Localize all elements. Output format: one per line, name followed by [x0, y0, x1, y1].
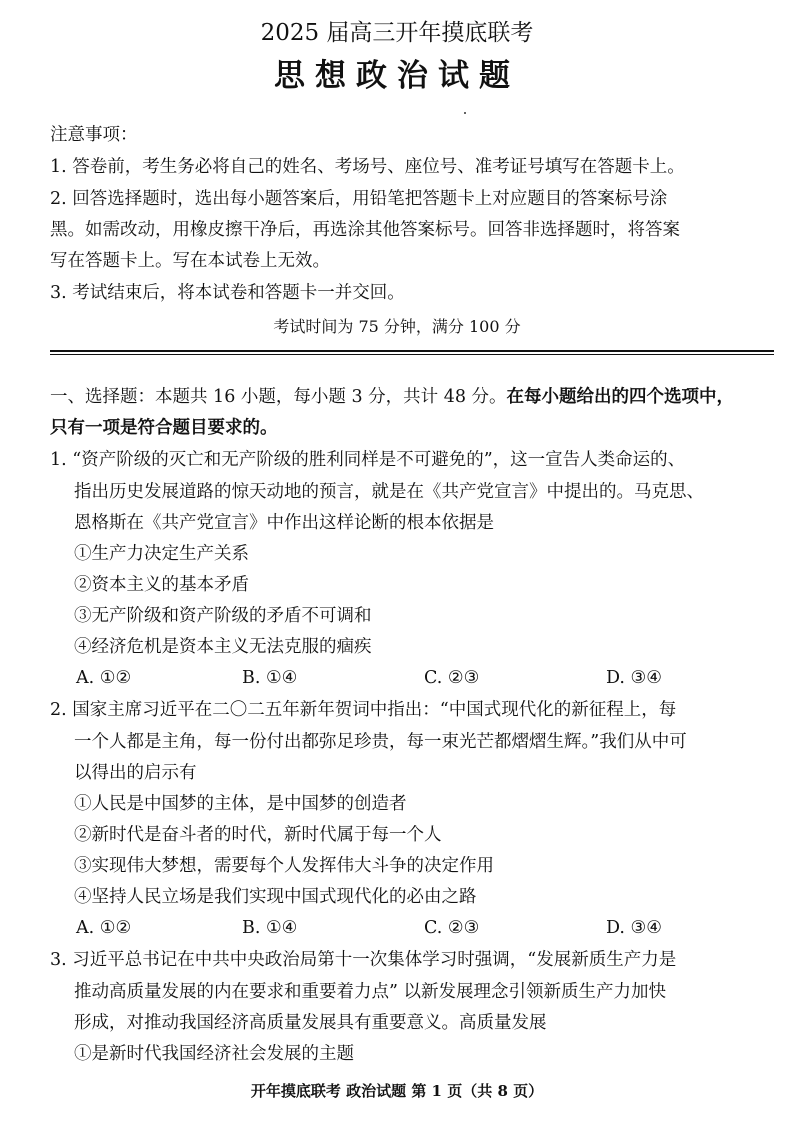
q2-option-b: B. ①④	[242, 918, 298, 938]
q2-option-d: D. ③④	[606, 918, 662, 938]
q2-stem-line-3: 以得出的启示有	[74, 763, 197, 783]
notice-heading: 注意事项：	[50, 125, 138, 145]
q2-stem-line-2: 一个人都是主角，每一份付出都弥足珍贵，每一束光芒都熠熠生辉。”我们从中可	[74, 732, 687, 752]
q1-stem-line-1: 1. “资产阶级的灭亡和无产阶级的胜利同样是不可避免的”，这一宣告人类命运的、	[50, 450, 686, 470]
q3-stem-line-2: 推动高质量发展的内在要求和重要着力点” 以新发展理念引领新质生产力加快	[74, 982, 667, 1002]
q3-item-1: ①是新时代我国经济社会发展的主题	[74, 1044, 354, 1064]
q1-option-b: B. ①④	[242, 668, 298, 688]
section-heading	[50, 386, 734, 408]
q3-stem-line-3: 形成，对推动我国经济高质量发展具有重要意义。高质量发展	[74, 1013, 547, 1033]
subject-title: 思想政治试题	[274, 58, 520, 94]
page-footer: 开年摸底联考 政治试题 第 1 页（共 8 页）	[250, 1082, 544, 1100]
notice-line-5: 3. 考试结束后，将本试卷和答题卡一并交回。	[50, 283, 405, 303]
q1-item-4: ④经济危机是资本主义无法克服的痼疾	[74, 637, 372, 657]
notice-line-4: 写在答题卡上。写在本试卷上无效。	[50, 251, 330, 271]
q2-item-4: ④坚持人民立场是我们实现中国式现代化的必由之路	[74, 887, 477, 907]
q2-item-1: ①人民是中国梦的主体，是中国梦的创造者	[74, 794, 407, 814]
notice-line-1: 1. 答卷前，考生务必将自己的姓名、考场号、座位号、准考证号填写在答题卡上。	[50, 157, 685, 177]
q2-item-2: ②新时代是奋斗者的时代，新时代属于每一个人	[74, 825, 442, 845]
q1-item-3: ③无产阶级和资产阶级的矛盾不可调和	[74, 606, 372, 626]
notice-line-2: 2. 回答选择题时，选出每小题答案后，用铅笔把答题卡上对应题目的答案标号涂	[50, 189, 668, 209]
q2-item-3: ③实现伟大梦想，需要每个人发挥伟大斗争的决定作用	[74, 856, 494, 876]
q2-option-c: C. ②③	[424, 918, 480, 938]
divider	[50, 350, 774, 352]
q1-stem-line-3: 恩格斯在《共产党宣言》中作出这样论断的根本依据是	[74, 513, 494, 533]
notice-line-3: 黑。如需改动，用橡皮擦干净后，再选涂其他答案标号。回答非选择题时，将答案	[50, 220, 680, 240]
q1-stem-line-2: 指出历史发展道路的惊天动地的预言，就是在《共产党宣言》中提出的。马克思、	[74, 482, 704, 502]
q2-stem-line-1: 2. 国家主席习近平在二〇二五年新年贺词中指出：“中国式现代化的新征程上，每	[50, 700, 677, 720]
q1-option-d: D. ③④	[606, 668, 662, 688]
q3-stem-line-1: 3. 习近平总书记在中共中央政治局第十一次集体学习时强调，“发展新质生产力是	[50, 950, 677, 970]
q1-option-c: C. ②③	[424, 668, 480, 688]
divider	[50, 354, 774, 355]
q1-option-a: A. ①②	[76, 668, 132, 688]
exam-time-info: 考试时间为 75 分钟，满分 100 分	[273, 317, 521, 336]
q1-item-1: ①生产力决定生产关系	[74, 544, 249, 564]
section-heading-bold: 在每小题给出的四个选项中，	[506, 387, 735, 407]
scan-speck	[464, 112, 466, 114]
section-heading-normal: 一、选择题：本题共 16 小题，每小题 3 分，共计 48 分。	[50, 387, 507, 407]
section-heading-line-2: 只有一项是符合题目要求的。	[50, 418, 278, 438]
q2-option-a: A. ①②	[76, 918, 132, 938]
exam-title: 2025 届高三开年摸底联考	[260, 20, 534, 46]
q1-item-2: ②资本主义的基本矛盾	[74, 575, 249, 595]
